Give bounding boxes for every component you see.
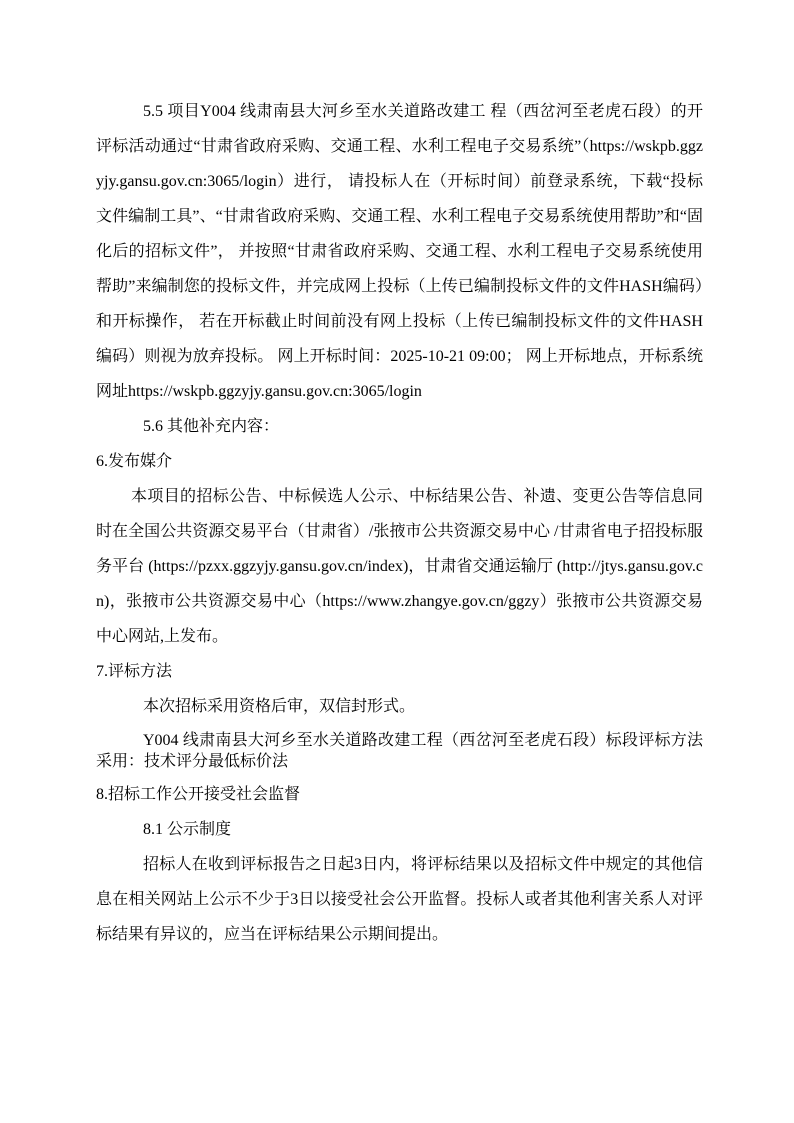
paragraph-8-1-publicity-system-heading: 8.1 公示制度: [143, 821, 232, 838]
paragraph-7-evaluation-intro: 本次招标采用资格后审，双信封形式。: [143, 698, 416, 715]
section-8-heading-public-supervision: 8.招标工作公开接受社会监督: [96, 786, 301, 803]
paragraph-6-publication-media-body: 本项目的招标公告、中标候选人公示、中标结果公告、补遗、变更公告等信息同时在全国公共资源交易平台（甘肃省）/张掖市公共资源交易中心 /甘肃省电子招投标服务平台 (https://pzxx.ggzyjy.gansu.gov.cn/index)，甘肃省交通运输厅 (http://jtys.gansu.gov.cn)，张掖市公共资源交易中心（https://www.zhangye.gov.cn/ggzy）张掖市公共资源交易中心网站,上发布。: [96, 488, 703, 645]
paragraph-5-6-other-supplementary-content: 5.6 其他补充内容：: [143, 418, 280, 435]
paragraph-8-1-publicity-system-body: 招标人在收到评标报告之日起3日内，将评标结果以及招标文件中规定的其他信息在相关网站上公示不少于3日以接受社会公开监督。投标人或者其他利害关系人对评标结果有异议的，应当在评标结果公示期间提出。: [96, 856, 703, 943]
section-6-heading-publication-media: 6.发布媒介: [96, 453, 173, 470]
document-content: [96, 94, 703, 952]
section-7-heading-evaluation-method: 7.评标方法: [96, 663, 173, 680]
paragraph-7-evaluation-method-detail: Y004 线肃南县大河乡至水关道路改建工程（西岔河至老虎石段）标段评标方法采用：技术评分最低标价法: [96, 732, 703, 770]
paragraph-5-5-online-bid-opening: 5.5 项目Y004 线肃南县大河乡至水关道路改建工 程（西岔河至老虎石段）的开评标活动通过“甘肃省政府采购、交通工程、水利工程电子交易系统”（https://wskpb.ggzyjy.gansu.gov.cn:3065/login）进行， 请投标人在（开标时间）前登录系统，下载“投标文件编制工具”、“甘肃省政府采购、交通工程、水利工程电子交易系统使用帮助”和“固化后的招标文件”， 并按照“甘肃省政府采购、交通工程、水利工程电子交易系统使用帮助”来编制您的投标文件，并完成网上投标（上传已编制投标文件的文件HASH编码）和开标操作， 若在开标截止时间前没有网上投标（上传已编制投标文件的文件HASH编码）则视为放弃投标。 网上开标时间：2025-10-21 09:00； 网上开标地点，开标系统网址https://wskpb.ggzyjy.gansu.gov.cn:3065/login: [96, 103, 703, 400]
